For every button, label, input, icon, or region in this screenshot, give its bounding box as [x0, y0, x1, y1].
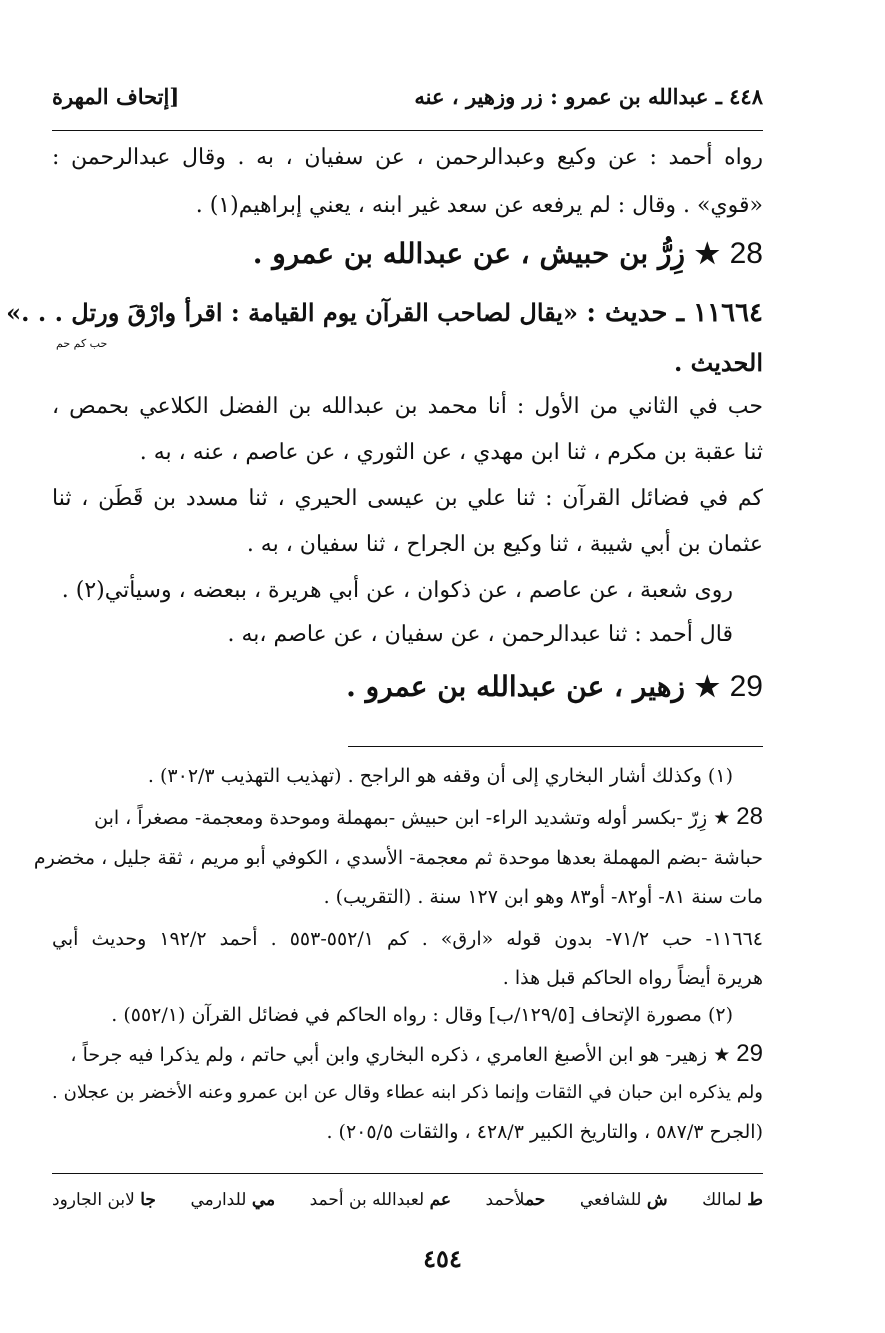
legend-name: للدارمي [190, 1190, 247, 1210]
book-title: [إتحاف المهرة [52, 84, 180, 109]
footnote-29-line-3: (الجرح ٥٨٧/٣ ، والتاريخ الكبير ٤٢٨/٣ ، والثقات ٢٠٥/٥) . [326, 1121, 763, 1143]
footnote-29-line-2: ولم يذكره ابن حبان في الثقات وإنما ذكر ابنه عطاء وقال عن ابن عمرو وعنه الأخضر بن عجلان . [52, 1082, 763, 1103]
footnote-28-line-1 [52, 803, 763, 831]
hakim-line-2: عثمان بن أبي شيبة ، ثنا وكيع بن الجراح ، ثنا سفيان ، به . [246, 532, 763, 557]
footnote-28-text-1: ★ زِرّ -بكسر أوله وتشديد الراء- ابن حبيش -بمهملة وموحدة ومعجمة- مصغراً ، ابن [94, 807, 731, 829]
ibn-hibban-line-2: ثنا عقبة بن مكرم ، ثنا ابن مهدي ، عن الثوري ، عن عاصم ، عنه ، به . [139, 440, 763, 465]
legend-item [310, 1190, 451, 1210]
ibn-hibban-line-1: حب في الثاني من الأول : أنا محمد بن عبدالله بن الفضل الكلاعي بحمص ، [52, 394, 763, 419]
footnote-1: (١) وكذلك أشار البخاري إلى أن وقفه هو الراجح . (تهذيب التهذيب ٣٠٢/٣) . [147, 765, 733, 787]
footnote-rule [348, 746, 763, 747]
running-title: ٤٤٨ ـ عبدالله بن عمرو : زر وزهير ، عنه [414, 84, 763, 109]
ahmad-line: قال أحمد : ثنا عبدالرحمن ، عن سفيان ، عن عاصم ،به . [227, 622, 733, 647]
hadith-heading [6, 298, 763, 328]
legend-name: لمالك [702, 1190, 742, 1210]
page-number: ٤٥٤ [423, 1244, 462, 1273]
legend-item [52, 1190, 156, 1210]
hadith-text: «يقال لصاحب القرآن يوم القيامة : اقرأ وارْقَ ورتل . . .» [6, 298, 578, 327]
narrator-29-heading [346, 670, 763, 704]
legend-name: لعبدالله بن أحمد [309, 1190, 425, 1210]
footnote-29-number: 29 [736, 1040, 763, 1067]
narrator-28-name: زِرُّ بن حبيش ، عن عبدالله بن عمرو . [252, 237, 686, 270]
footnote-28-line-2: حباشة -بضم المهملة بعدها موحدة ثم معجمة- الأسدي ، الكوفي أبو مريم ، ثقة جليل ، مخضرم [33, 847, 763, 869]
narrator-29-name: زهير ، عن عبدالله بن عمرو . [346, 670, 686, 703]
footnote-28-line-3: مات سنة ٨١- أو٨٢- أو٨٣ وهو ابن ١٢٧ سنة . (التقريب) . [323, 886, 763, 908]
hakim-line-1: كم في فضائل القرآن : ثنا علي بن عيسى الحيري ، ثنا مسدد بن قَطَن ، ثنا [52, 486, 763, 511]
hadith-number: ١١٦٦٤ ـ حديث : [586, 298, 763, 328]
shuba-line: روى شعبة ، عن عاصم ، عن ذكوان ، عن أبي هريرة ، ببعضه ، وسيأتي(٢) . [61, 578, 733, 603]
legend-code: ط [747, 1190, 763, 1210]
legend-item [580, 1190, 668, 1210]
footnote-28-number: 28 [736, 803, 763, 830]
star-icon: ★ [694, 237, 720, 270]
footnote-hadith-line-1: ١١٦٦٤- حب ٧١/٢- بدون قوله «ارق» . كم ٥٥٢/١-٥٥٣ . أحمد ١٩٢/٢ وحديث أبي [52, 928, 764, 950]
footnote-29-line-1 [52, 1040, 763, 1068]
legend-name: للشافعي [579, 1190, 642, 1210]
header-rule [52, 130, 763, 131]
legend-rule [52, 1173, 763, 1174]
narrator-28-heading [253, 237, 763, 271]
footnote-hadith-line-2: هريرة أيضاً رواه الحاكم قبل هذا . [502, 967, 763, 989]
hadith-sigla: حب كم حم [56, 337, 108, 350]
legend-item [702, 1190, 763, 1210]
legend-name: لأحمد [485, 1190, 525, 1210]
legend-code: مي [251, 1190, 276, 1210]
legend-code: عم [429, 1190, 452, 1210]
legend-code: جا [140, 1190, 156, 1210]
intro-line-2: «قوي» . وقال : لم يرفعه عن سعد غير ابنه ، يعني إبراهيم(١) . [195, 193, 763, 218]
sigla-legend [52, 1190, 763, 1210]
legend-name: لابن الجارود [52, 1190, 135, 1210]
star-icon: ★ [694, 670, 720, 703]
narrator-29-number: 29 [729, 670, 763, 703]
footnote-29-text-1: ★ زهير- هو ابن الأصبغ العامري ، ذكره البخاري وابن أبي حاتم ، ولم يذكرا فيه جرحاً ، [70, 1044, 731, 1066]
hadith-end: الحديث . [673, 348, 763, 377]
legend-code: حم [524, 1190, 546, 1210]
footnote-2: (٢) مصورة الإتحاف [١٢٩/٥/ب] وقال : رواه الحاكم في فضائل القرآن (٥٥٢/١) . [111, 1004, 733, 1026]
legend-item [190, 1190, 275, 1210]
narrator-28-number: 28 [729, 237, 763, 270]
intro-line-1: رواه أحمد : عن وكيع وعبدالرحمن ، عن سفيان ، به . وقال عبدالرحمن : [52, 145, 763, 170]
legend-item [486, 1190, 546, 1210]
legend-code: ش [646, 1190, 668, 1210]
